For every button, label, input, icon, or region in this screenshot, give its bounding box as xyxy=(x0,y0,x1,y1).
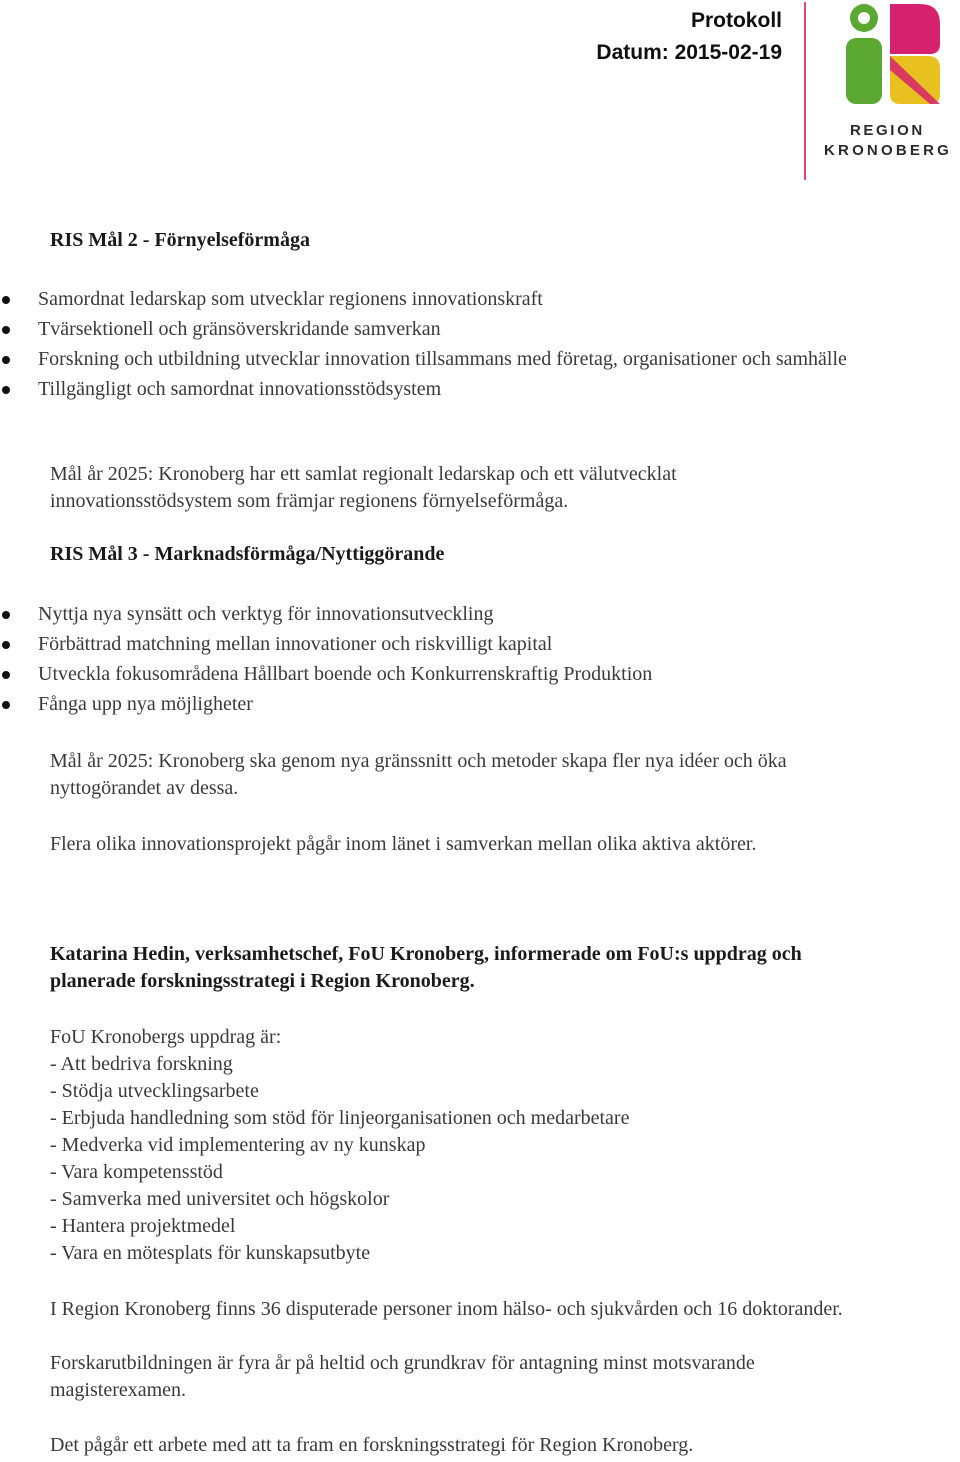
fou-mission-list xyxy=(50,1024,629,1267)
logo-mark-icon xyxy=(844,0,944,110)
list-item: Utveckla fokusområdena Hållbart boende och Konkurrenskraftig Produktion xyxy=(0,661,652,688)
logo-divider xyxy=(804,2,806,180)
logo-text-region: REGION xyxy=(850,122,925,139)
fou-researchers-paragraph: I Region Kronoberg finns 36 disputerade personer inom hälso- och sjukvården och 16 doktorander. xyxy=(50,1298,843,1320)
list-item: Tvärsektionell och gränsöverskridande samverkan xyxy=(0,316,868,343)
list-item: Fånga upp nya möjligheter xyxy=(0,691,652,718)
goal3-target: Mål år 2025: Kronoberg ska genom nya gränssnitt och metoder skapa fler nya idéer och öka nyttogörandet av dessa. xyxy=(50,750,787,799)
list-item: - Erbjuda handledning som stöd för linjeorganisationen och medarbetare xyxy=(50,1107,630,1129)
goal2-target: Mål år 2025: Kronoberg har ett samlat regionalt ledarskap och ett välutvecklat innovationsstödsystem som främjar regionens förnyelseförmåga. xyxy=(50,463,677,512)
logo-text-kronoberg: KRONOBERG xyxy=(824,142,952,159)
list-item: - Hantera projektmedel xyxy=(50,1215,236,1237)
list-item: - Samverka med universitet och högskolor xyxy=(50,1188,390,1210)
list-item: Förbättrad matchning mellan innovationer och riskvilligt kapital xyxy=(0,631,652,658)
list-item: - Medverka vid implementering av ny kunskap xyxy=(50,1134,426,1156)
goal3-bullet-list xyxy=(0,601,652,721)
list-item: Forskning och utbildning utvecklar innovation tillsammans med företag, organisationer och samhälle xyxy=(0,346,868,373)
fou-education-paragraph: Forskarutbildningen är fyra år på heltid och grundkrav för antagning minst motsvarande magisterexamen. xyxy=(50,1352,755,1401)
document-date: Datum: 2015-02-19 xyxy=(596,41,782,64)
list-item: Nyttja nya synsätt och verktyg för innovationsutveckling xyxy=(0,601,652,628)
region-kronoberg-logo xyxy=(804,0,960,182)
fou-heading: Katarina Hedin, verksamhetschef, FoU Kronoberg, informerade om FoU:s uppdrag och planerade forskningsstrategi i Region Kronoberg. xyxy=(50,943,802,992)
header-text xyxy=(596,6,782,70)
fou-strategy-paragraph: Det pågår ett arbete med att ta fram en forskningsstrategi för Region Kronoberg. xyxy=(50,1434,694,1456)
list-item: Samordnat ledarskap som utvecklar regionens innovationskraft xyxy=(0,286,868,313)
fou-intro: FoU Kronobergs uppdrag är: xyxy=(50,1026,282,1048)
goal2-heading: RIS Mål 2 - Förnyelseförmåga xyxy=(50,229,310,251)
list-item: - Vara en mötesplats för kunskapsutbyte xyxy=(50,1242,371,1264)
list-item: - Att bedriva forskning xyxy=(50,1053,233,1075)
goal3-heading: RIS Mål 3 - Marknadsförmåga/Nyttiggörande xyxy=(50,543,445,565)
list-item: Tillgängligt och samordnat innovationsstödsystem xyxy=(0,376,868,403)
list-item: - Vara kompetensstöd xyxy=(50,1161,223,1183)
goal3-note: Flera olika innovationsprojekt pågår inom länet i samverkan mellan olika aktiva aktörer. xyxy=(50,833,757,855)
list-item: - Stödja utvecklingsarbete xyxy=(50,1080,259,1102)
document-type: Protokoll xyxy=(690,9,782,32)
goal2-bullet-list xyxy=(0,286,868,406)
